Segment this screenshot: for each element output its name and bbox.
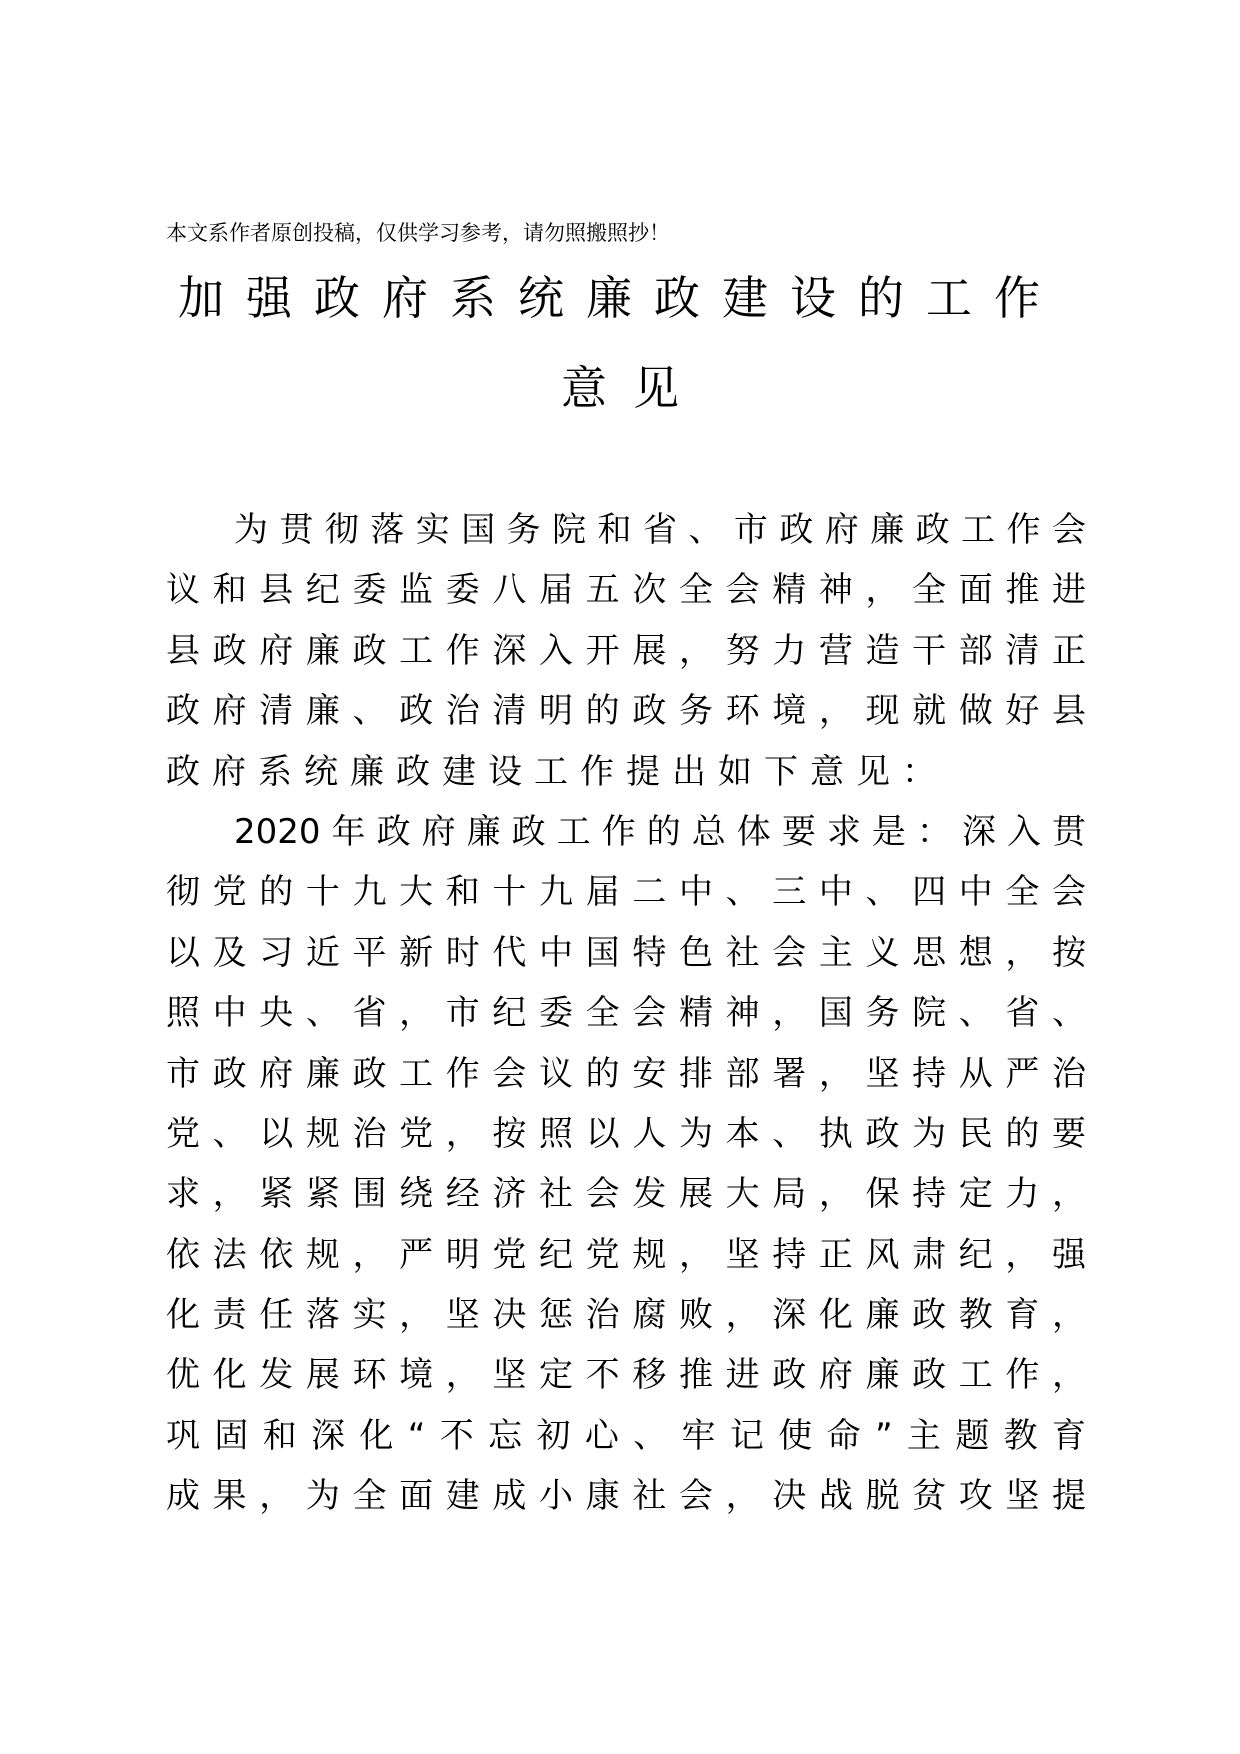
document-body xyxy=(166,500,1086,1527)
document-title-line-1: 加强政府系统廉政建设的工作 xyxy=(178,271,1062,325)
document-title-line-2: 意见 xyxy=(561,361,705,415)
text-line: 依法依规，严明党纪党规，坚持正风肃纪，强 xyxy=(166,1234,1086,1275)
text-line: 以及习近平新时代中国特色社会主义思想，按 xyxy=(166,932,1086,973)
text-line: 党、以规治党，按照以人为本、执政为民的要 xyxy=(166,1113,1086,1154)
text-line: 议和县纪委监委八届五次全会精神，全面推进 xyxy=(166,570,1086,611)
text-line: 成果，为全面建成小康社会，决战脱贫攻坚提 xyxy=(166,1476,1086,1517)
text-line: 巩固和深化“不忘初心、牢记使命”主题教育 xyxy=(166,1415,1086,1456)
text-line: 求，紧紧围绕经济社会发展大局，保持定力， xyxy=(166,1174,1086,1215)
text-line: 优化发展环境，坚定不移推进政府廉政工作， xyxy=(166,1355,1086,1396)
text-line: 市政府廉政工作会议的安排部署，坚持从严治 xyxy=(166,1053,1086,1094)
text-line: 县政府廉政工作深入开展，努力营造干部清正 xyxy=(166,630,1086,671)
text-line: 彻党的十九大和十九届二中、三中、四中全会 xyxy=(166,872,1086,913)
text-line: 政府清廉、政治清明的政务环境，现就做好县 xyxy=(166,691,1086,732)
text-line: 为贯彻落实国务院和省、市政府廉政工作会 xyxy=(234,510,1086,550)
text-line: 2020年政府廉政工作的总体要求是：深入贯 xyxy=(234,811,1086,852)
copyright-notice: 本文系作者原创投稿，仅供学习参考，请勿照搬照抄！ xyxy=(166,221,670,245)
paragraph-1 xyxy=(166,500,1086,802)
text-line: 照中央、省，市纪委全会精神，国务院、省、 xyxy=(166,993,1086,1034)
text-line: 化责任落实，坚决惩治腐败，深化廉政教育， xyxy=(166,1295,1086,1336)
text-line: 政府系统廉政建设工作提出如下意见： xyxy=(166,751,948,792)
paragraph-2 xyxy=(166,802,1086,1527)
